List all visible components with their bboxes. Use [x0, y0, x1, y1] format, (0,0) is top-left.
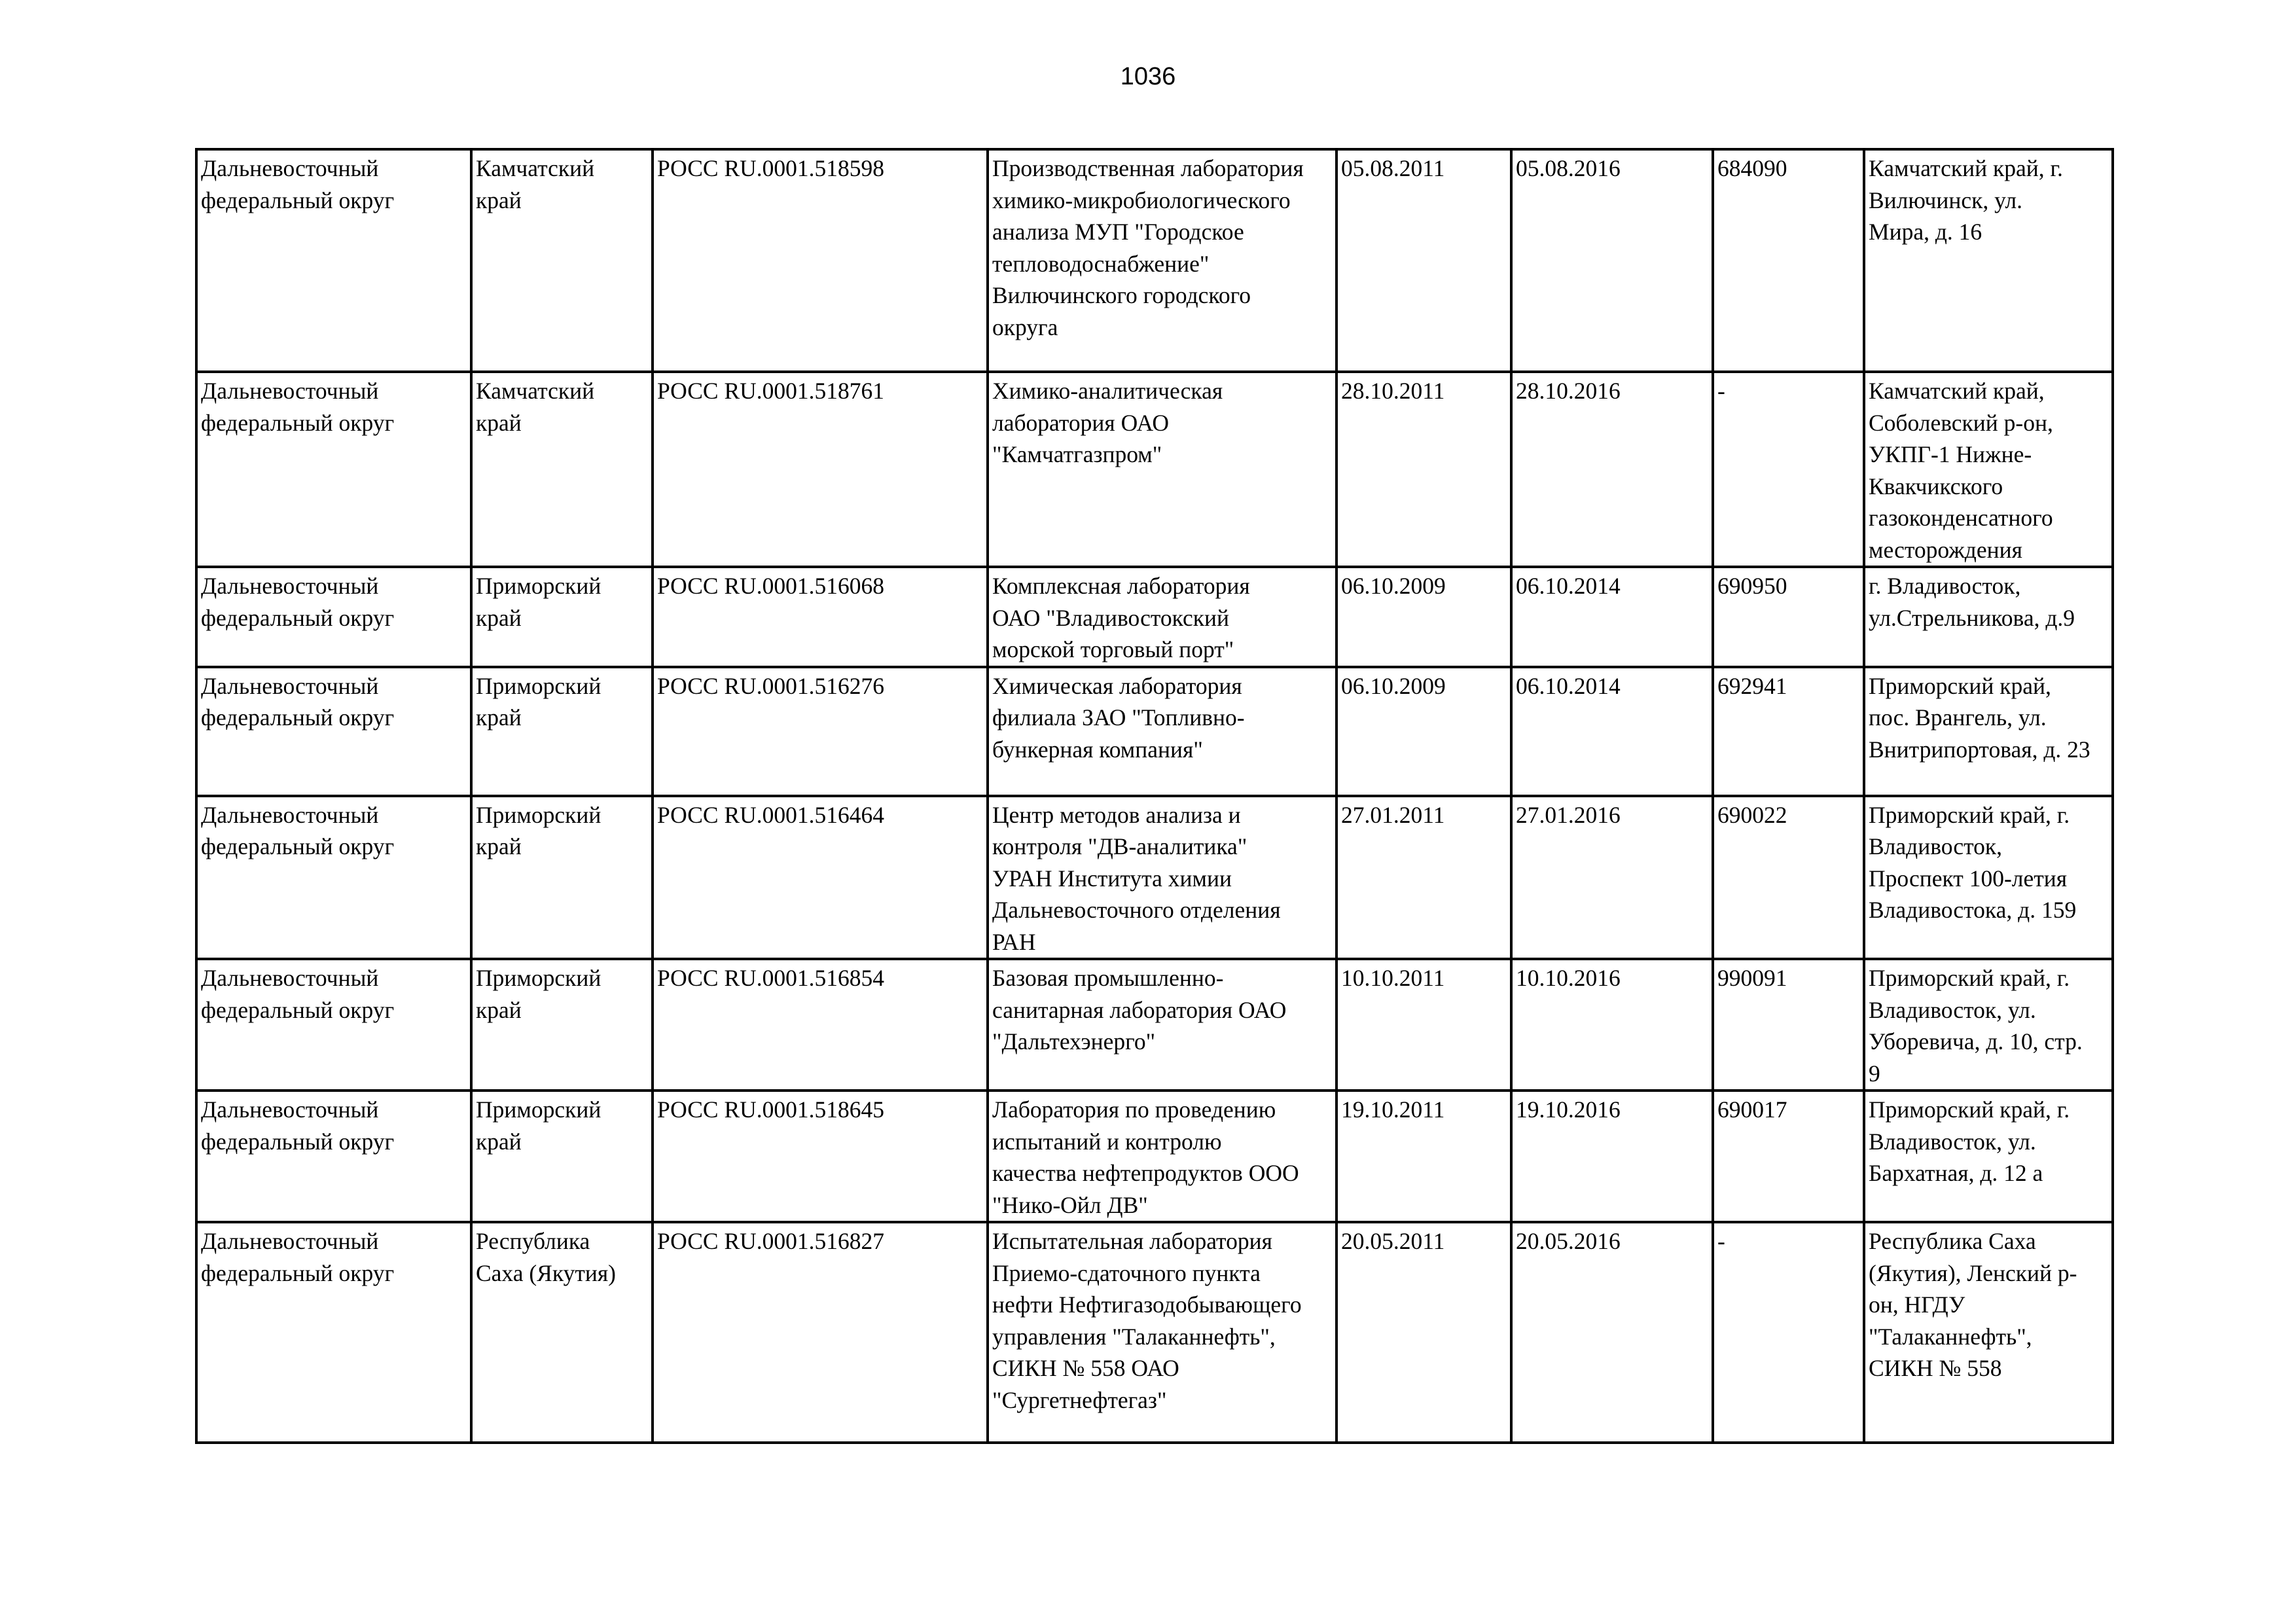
- cell-laboratory-name: [988, 567, 1336, 667]
- cell-text-line: РАН: [992, 928, 1036, 955]
- cell-text-line: 20.05.2016: [1516, 1228, 1621, 1254]
- cell-text-line: Камчатский: [476, 155, 595, 181]
- cell-federal-district: [196, 372, 471, 567]
- cell-laboratory-name: [988, 959, 1336, 1091]
- cell-date-issued: [1336, 567, 1511, 667]
- cell-text-line: Владивостока, д. 159: [1869, 897, 2077, 923]
- cell-text-line: 990091: [1717, 965, 1787, 991]
- cell-region: [471, 567, 653, 667]
- cell-federal-district: [196, 1222, 471, 1443]
- cell-federal-district: [196, 567, 471, 667]
- cell-text-line: Камчатский: [476, 378, 595, 404]
- cell-text-line: край: [476, 704, 522, 731]
- cell-text-line: СИКН № 558 ОАО: [992, 1355, 1179, 1381]
- cell-text-line: химико-микробиологического: [992, 187, 1291, 213]
- cell-text-line: г. Владивосток,: [1869, 573, 2021, 599]
- cell-federal-district: [196, 1091, 471, 1222]
- cell-text-line: филиала ЗАО "Топливно-: [992, 704, 1245, 731]
- cell-address: [1864, 149, 2113, 372]
- cell-date-expires: [1511, 667, 1713, 796]
- cell-date-issued: [1336, 372, 1511, 567]
- table-row: [196, 149, 2113, 372]
- cell-text-line: морской торговый порт": [992, 636, 1234, 662]
- cell-text-line: Бархатная, д. 12 а: [1869, 1160, 2043, 1186]
- cell-text-line: Приморский: [476, 573, 601, 599]
- cell-region: [471, 796, 653, 960]
- cell-text-line: край: [476, 187, 522, 213]
- cell-date-expires: [1511, 1222, 1713, 1443]
- cell-postal-code: [1713, 1222, 1864, 1443]
- cell-address: [1864, 372, 2113, 567]
- cell-text-line: Вилючинск, ул.: [1869, 187, 2022, 213]
- cell-text-line: анализа МУП "Городское: [992, 219, 1244, 245]
- cell-text-line: РОСС RU.0001.518598: [657, 155, 885, 181]
- table-row: [196, 796, 2113, 960]
- cell-text-line: 10.10.2016: [1516, 965, 1621, 991]
- cell-text-line: 28.10.2016: [1516, 378, 1621, 404]
- cell-registration-number: [653, 1091, 988, 1222]
- cell-region: [471, 1222, 653, 1443]
- cell-text-line: санитарная лаборатория ОАО: [992, 996, 1287, 1023]
- cell-federal-district: [196, 796, 471, 960]
- cell-text-line: 06.10.2014: [1516, 672, 1621, 699]
- cell-text-line: край: [476, 996, 522, 1023]
- cell-text-line: 06.10.2009: [1341, 672, 1446, 699]
- cell-text-line: ул.Стрельникова, д.9: [1869, 604, 2075, 631]
- cell-laboratory-name: [988, 1222, 1336, 1443]
- cell-registration-number: [653, 667, 988, 796]
- cell-federal-district: [196, 667, 471, 796]
- cell-date-expires: [1511, 959, 1713, 1091]
- cell-text-line: (Якутия), Ленский р-: [1869, 1259, 2077, 1286]
- cell-text-line: тепловодоснабжение": [992, 250, 1210, 277]
- cell-text-line: край: [476, 409, 522, 436]
- table-row: [196, 667, 2113, 796]
- cell-text-line: 9: [1869, 1060, 1880, 1087]
- table-row: [196, 567, 2113, 667]
- cell-text-line: Дальневосточный: [201, 573, 379, 599]
- cell-date-expires: [1511, 372, 1713, 567]
- cell-registration-number: [653, 149, 988, 372]
- cell-text-line: федеральный округ: [201, 996, 395, 1023]
- cell-text-line: 692941: [1717, 672, 1787, 699]
- cell-registration-number: [653, 1222, 988, 1443]
- cell-text-line: Лаборатория по проведению: [992, 1096, 1276, 1123]
- cell-text-line: федеральный округ: [201, 704, 395, 731]
- cell-text-line: Камчатский край,: [1869, 378, 2045, 404]
- cell-text-line: Комплексная лаборатория: [992, 573, 1250, 599]
- cell-text-line: Вилючинского городского: [992, 282, 1251, 308]
- cell-region: [471, 1091, 653, 1222]
- cell-text-line: 19.10.2016: [1516, 1096, 1621, 1123]
- cell-text-line: Владивосток, ул.: [1869, 1128, 2036, 1155]
- cell-registration-number: [653, 372, 988, 567]
- cell-text-line: Приемо-сдаточного пункта: [992, 1259, 1261, 1286]
- cell-date-issued: [1336, 667, 1511, 796]
- cell-address: [1864, 567, 2113, 667]
- cell-text-line: Республика: [476, 1228, 590, 1254]
- cell-text-line: 06.10.2014: [1516, 573, 1621, 599]
- cell-address: [1864, 1091, 2113, 1222]
- cell-text-line: Химико-аналитическая: [992, 378, 1223, 404]
- cell-text-line: федеральный округ: [201, 1259, 395, 1286]
- cell-date-issued: [1336, 1091, 1511, 1222]
- cell-text-line: Испытательная лаборатория: [992, 1228, 1272, 1254]
- cell-text-line: край: [476, 604, 522, 631]
- cell-text-line: Владивосток, ул.: [1869, 996, 2036, 1023]
- cell-text-line: Дальневосточный: [201, 378, 379, 404]
- cell-text-line: УРАН Института химии: [992, 865, 1232, 892]
- cell-postal-code: [1713, 567, 1864, 667]
- cell-text-line: Приморский: [476, 1096, 601, 1123]
- cell-text-line: РОСС RU.0001.516068: [657, 573, 885, 599]
- cell-text-line: край: [476, 833, 522, 859]
- cell-text-line: Производственная лаборатория: [992, 155, 1304, 181]
- cell-text-line: Приморский край,: [1869, 672, 2051, 699]
- cell-text-line: Дальневосточный: [201, 672, 379, 699]
- cell-date-issued: [1336, 959, 1511, 1091]
- cell-text-line: федеральный округ: [201, 409, 395, 436]
- cell-text-line: Камчатский край, г.: [1869, 155, 2063, 181]
- cell-text-line: федеральный округ: [201, 604, 395, 631]
- cell-text-line: Приморский край, г.: [1869, 965, 2070, 991]
- cell-text-line: управления "Талаканнефть",: [992, 1323, 1276, 1350]
- cell-text-line: "Сургетнефтегаз": [992, 1386, 1167, 1413]
- cell-text-line: пос. Врангель, ул.: [1869, 704, 2047, 731]
- cell-region: [471, 667, 653, 796]
- cell-text-line: 27.01.2016: [1516, 801, 1621, 828]
- cell-date-expires: [1511, 567, 1713, 667]
- cell-address: [1864, 959, 2113, 1091]
- cell-text-line: нефти Нефтигазодобывающего: [992, 1291, 1302, 1318]
- cell-text-line: РОСС RU.0001.518645: [657, 1096, 885, 1123]
- cell-date-expires: [1511, 149, 1713, 372]
- cell-date-expires: [1511, 796, 1713, 960]
- cell-text-line: газоконденсатного: [1869, 505, 2053, 531]
- cell-date-issued: [1336, 149, 1511, 372]
- cell-text-line: 20.05.2011: [1341, 1228, 1445, 1254]
- cell-text-line: край: [476, 1128, 522, 1155]
- cell-text-line: 05.08.2011: [1341, 155, 1445, 181]
- cell-registration-number: [653, 959, 988, 1091]
- cell-text-line: УКПГ-1 Нижне-: [1869, 441, 2032, 467]
- cell-text-line: 19.10.2011: [1341, 1096, 1445, 1123]
- cell-laboratory-name: [988, 149, 1336, 372]
- cell-text-line: Дальневосточный: [201, 155, 379, 181]
- cell-text-line: Дальневосточный: [201, 965, 379, 991]
- cell-text-line: "Камчатгазпром": [992, 441, 1162, 467]
- table-row: [196, 372, 2113, 567]
- cell-text-line: 690017: [1717, 1096, 1787, 1123]
- cell-text-line: РОСС RU.0001.516827: [657, 1228, 885, 1254]
- cell-postal-code: [1713, 149, 1864, 372]
- cell-text-line: Базовая промышленно-: [992, 965, 1224, 991]
- cell-text-line: Приморский: [476, 965, 601, 991]
- cell-text-line: он, НГДУ: [1869, 1291, 1965, 1318]
- cell-text-line: испытаний и контролю: [992, 1128, 1222, 1155]
- cell-text-line: федеральный округ: [201, 1128, 395, 1155]
- cell-text-line: 28.10.2011: [1341, 378, 1445, 404]
- cell-federal-district: [196, 149, 471, 372]
- cell-address: [1864, 1222, 2113, 1443]
- cell-laboratory-name: [988, 372, 1336, 567]
- cell-text-line: ОАО "Владивостокский: [992, 604, 1230, 631]
- cell-text-line: федеральный округ: [201, 187, 395, 213]
- cell-postal-code: [1713, 667, 1864, 796]
- cell-registration-number: [653, 796, 988, 960]
- cell-text-line: Приморский: [476, 672, 601, 699]
- cell-laboratory-name: [988, 1091, 1336, 1222]
- cell-postal-code: [1713, 372, 1864, 567]
- cell-text-line: 27.01.2011: [1341, 801, 1445, 828]
- cell-text-line: Внитрипортовая, д. 23: [1869, 736, 2090, 763]
- cell-laboratory-name: [988, 796, 1336, 960]
- cell-text-line: Центр методов анализа и: [992, 801, 1241, 828]
- cell-text-line: СИКН № 558: [1869, 1355, 2002, 1381]
- cell-text-line: бункерная компания": [992, 736, 1203, 763]
- cell-text-line: Дальневосточный: [201, 1228, 379, 1254]
- cell-text-line: Мира, д. 16: [1869, 219, 1982, 245]
- cell-text-line: качества нефтепродуктов ООО: [992, 1160, 1299, 1186]
- cell-text-line: месторождения: [1869, 536, 2022, 563]
- cell-postal-code: [1713, 959, 1864, 1091]
- cell-text-line: 10.10.2011: [1341, 965, 1445, 991]
- cell-text-line: Дальневосточный: [201, 801, 379, 828]
- cell-text-line: "Дальтехэнерго": [992, 1028, 1156, 1055]
- cell-text-line: "Талаканнефть",: [1869, 1323, 2032, 1350]
- cell-text-line: "Нико-Ойл ДВ": [992, 1191, 1148, 1218]
- cell-text-line: Владивосток,: [1869, 833, 2003, 859]
- laboratory-registry-table: [195, 148, 2114, 1444]
- cell-text-line: Уборевича, д. 10, стр.: [1869, 1028, 2083, 1055]
- cell-text-line: Соболевский р-он,: [1869, 409, 2053, 436]
- cell-text-line: Приморский край, г.: [1869, 1096, 2070, 1123]
- page-number: 1036: [1120, 63, 1176, 90]
- cell-region: [471, 372, 653, 567]
- cell-date-issued: [1336, 796, 1511, 960]
- cell-text-line: 684090: [1717, 155, 1787, 181]
- cell-text-line: контроля "ДВ-аналитика": [992, 833, 1247, 859]
- table-row: [196, 1091, 2113, 1222]
- cell-address: [1864, 667, 2113, 796]
- cell-federal-district: [196, 959, 471, 1091]
- table-row: [196, 1222, 2113, 1443]
- cell-text-line: Саха (Якутия): [476, 1259, 617, 1286]
- cell-text-line: Приморский: [476, 801, 601, 828]
- cell-text-line: 06.10.2009: [1341, 573, 1446, 599]
- cell-text-line: Приморский край, г.: [1869, 801, 2070, 828]
- cell-text-line: РОСС RU.0001.516464: [657, 801, 885, 828]
- cell-text-line: -: [1717, 378, 1725, 404]
- cell-date-expires: [1511, 1091, 1713, 1222]
- cell-registration-number: [653, 567, 988, 667]
- cell-text-line: 05.08.2016: [1516, 155, 1621, 181]
- cell-text-line: Проспект 100-летия: [1869, 865, 2068, 892]
- cell-text-line: -: [1717, 1228, 1725, 1254]
- cell-date-issued: [1336, 1222, 1511, 1443]
- cell-text-line: округа: [992, 314, 1058, 340]
- cell-postal-code: [1713, 1091, 1864, 1222]
- cell-text-line: федеральный округ: [201, 833, 395, 859]
- cell-text-line: 690022: [1717, 801, 1787, 828]
- cell-text-line: Квакчикского: [1869, 473, 2003, 499]
- cell-text-line: 690950: [1717, 573, 1787, 599]
- cell-text-line: Химическая лаборатория: [992, 672, 1242, 699]
- cell-region: [471, 149, 653, 372]
- cell-text-line: РОСС RU.0001.518761: [657, 378, 885, 404]
- cell-text-line: Дальневосточного отделения: [992, 897, 1281, 923]
- cell-laboratory-name: [988, 667, 1336, 796]
- cell-address: [1864, 796, 2113, 960]
- cell-text-line: РОСС RU.0001.516276: [657, 672, 885, 699]
- cell-text-line: Дальневосточный: [201, 1096, 379, 1123]
- cell-text-line: РОСС RU.0001.516854: [657, 965, 885, 991]
- cell-postal-code: [1713, 796, 1864, 960]
- cell-text-line: Республика Саха: [1869, 1228, 2036, 1254]
- table-row: [196, 959, 2113, 1091]
- cell-text-line: лаборатория ОАО: [992, 409, 1169, 436]
- cell-region: [471, 959, 653, 1091]
